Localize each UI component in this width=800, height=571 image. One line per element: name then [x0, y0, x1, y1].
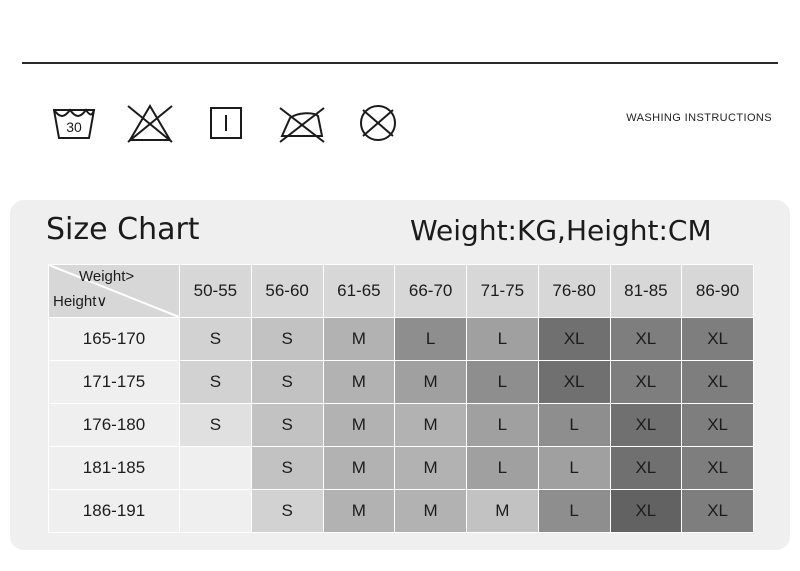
- wash-30-degrees-icon: [48, 96, 100, 148]
- washing-instructions-label: WASHING INSTRUCTIONS: [626, 112, 772, 124]
- table-corner-cell: [49, 265, 180, 318]
- table-row: [49, 361, 754, 404]
- size-cell: L: [538, 404, 610, 447]
- column-header-weight-6: 76-80: [538, 265, 610, 318]
- size-cell: S: [180, 361, 252, 404]
- size-cell: L: [538, 490, 610, 533]
- size-cell: L: [467, 447, 539, 490]
- table-row: [49, 447, 754, 490]
- size-chart-units-note: Weight:KG,Height:CM: [410, 214, 712, 247]
- size-cell: [180, 490, 252, 533]
- size-cell: XL: [610, 490, 682, 533]
- row-header-height-4: 181-185: [49, 447, 180, 490]
- size-cell: M: [323, 318, 395, 361]
- table-row: [49, 490, 754, 533]
- size-cell: XL: [682, 318, 754, 361]
- do-not-dry-clean-icon: [352, 96, 404, 148]
- column-header-weight-7: 81-85: [610, 265, 682, 318]
- row-header-height-2: 171-175: [49, 361, 180, 404]
- column-header-weight-3: 61-65: [323, 265, 395, 318]
- size-cell: S: [251, 490, 323, 533]
- do-not-bleach-icon: [124, 96, 176, 148]
- size-cell: M: [395, 490, 467, 533]
- size-cell: XL: [610, 361, 682, 404]
- size-cell: M: [323, 361, 395, 404]
- size-cell: M: [395, 404, 467, 447]
- column-header-weight-8: 86-90: [682, 265, 754, 318]
- header-divider: [22, 62, 778, 64]
- washing-icon-group: [48, 96, 404, 148]
- size-chart-title: Size Chart: [46, 212, 200, 247]
- size-cell: XL: [610, 447, 682, 490]
- column-header-weight-1: 50-55: [180, 265, 252, 318]
- size-cell: XL: [538, 318, 610, 361]
- size-cell: M: [395, 447, 467, 490]
- size-cell: XL: [538, 361, 610, 404]
- size-cell: M: [395, 361, 467, 404]
- size-cell: XL: [682, 490, 754, 533]
- size-cell: M: [323, 490, 395, 533]
- size-cell: XL: [682, 447, 754, 490]
- size-cell: XL: [682, 404, 754, 447]
- size-chart-panel: [10, 200, 790, 550]
- size-cell: S: [180, 318, 252, 361]
- do-not-iron-icon: [276, 96, 328, 148]
- table-header-row: [49, 265, 754, 318]
- table-row: [49, 404, 754, 447]
- size-cell: S: [251, 404, 323, 447]
- corner-weight-label: Weight>: [79, 268, 135, 285]
- size-cell: L: [467, 404, 539, 447]
- size-cell: M: [323, 404, 395, 447]
- table-row: [49, 318, 754, 361]
- size-cell: L: [538, 447, 610, 490]
- washing-instructions-section: [0, 0, 800, 200]
- size-cell: M: [467, 490, 539, 533]
- row-header-height-3: 176-180: [49, 404, 180, 447]
- size-cell: S: [251, 447, 323, 490]
- column-header-weight-4: 66-70: [395, 265, 467, 318]
- size-chart-table: [48, 264, 754, 533]
- row-header-height-5: 186-191: [49, 490, 180, 533]
- column-header-weight-2: 56-60: [251, 265, 323, 318]
- size-cell: [180, 447, 252, 490]
- size-cell: S: [251, 361, 323, 404]
- size-cell: L: [467, 318, 539, 361]
- size-cell: XL: [610, 404, 682, 447]
- size-cell: S: [180, 404, 252, 447]
- size-cell: L: [395, 318, 467, 361]
- size-cell: XL: [682, 361, 754, 404]
- svg-text:30: 30: [66, 119, 82, 135]
- row-header-height-1: 165-170: [49, 318, 180, 361]
- size-cell: M: [323, 447, 395, 490]
- size-cell: XL: [610, 318, 682, 361]
- column-header-weight-5: 71-75: [467, 265, 539, 318]
- corner-height-label: Height∨: [53, 293, 108, 310]
- tumble-dry-low-icon: [200, 96, 252, 148]
- size-cell: L: [467, 361, 539, 404]
- size-cell: S: [251, 318, 323, 361]
